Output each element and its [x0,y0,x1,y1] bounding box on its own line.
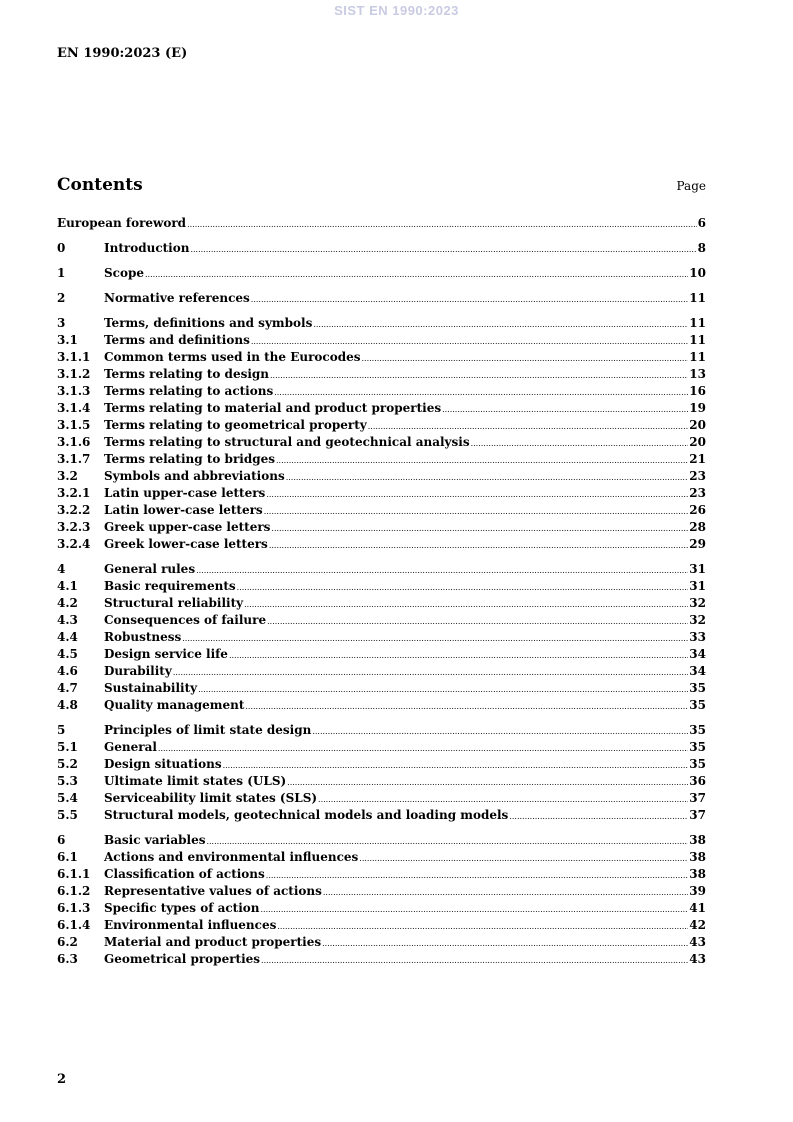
toc-entry-title: Terms relating to design [104,367,270,381]
toc-leader-dots [312,722,688,740]
toc-leader-dots [229,646,688,664]
toc-entry[interactable] [57,739,706,756]
toc-entry-title: Terms relating to actions [104,384,274,398]
toc-entry-title: Serviceability limit states (SLS) [104,791,318,805]
toc-entry-page: 38 [689,867,706,881]
toc-entry-page: 28 [689,520,706,534]
toc-entry-page: 35 [689,740,706,754]
toc-group [57,722,706,824]
toc-entry-number: 5 [57,723,66,737]
toc-entry-number: 4.8 [57,698,78,712]
toc-entry[interactable] [57,240,706,257]
toc-entry-title: Geometrical properties [104,952,261,966]
toc-leader-dots [269,536,688,554]
toc-entry-number: 6.1.2 [57,884,91,898]
toc-entry-number: 4 [57,562,66,576]
document-id: EN 1990:2023 (E) [57,46,188,61]
toc-entry-number: 6.1 [57,850,78,864]
toc-entry-number: 3.1.2 [57,367,91,381]
toc-entry-page: 21 [689,452,706,466]
toc-leader-dots [261,900,689,918]
toc-leader-dots [266,485,688,503]
toc-entry[interactable] [57,612,706,629]
toc-leader-dots [261,951,688,969]
toc-entry-number: 3.2.3 [57,520,91,534]
toc-entry-title: Material and product properties [104,935,322,949]
toc-entry-title: Terms relating to geometrical property [104,418,367,432]
toc-leader-dots [182,629,688,647]
toc-entry[interactable] [57,663,706,680]
toc-entry-page: 35 [689,698,706,712]
toc-entry-title: Basic requirements [104,579,236,593]
toc-entry[interactable] [57,502,706,519]
toc-leader-dots [173,663,688,681]
toc-entry-title: Design service life [104,647,228,661]
toc-entry-title: Consequences of failure [104,613,267,627]
toc-entry-number: 3.1.1 [57,350,91,364]
toc-entry-page: 37 [689,791,706,805]
toc-leader-dots [270,366,688,384]
contents-header [57,175,706,195]
toc-entry-page: 35 [689,757,706,771]
toc-leader-dots [271,519,688,537]
toc-entry-number: 4.2 [57,596,78,610]
toc-leader-dots [158,739,688,757]
toc-entry-page: 36 [689,774,706,788]
toc-entry-title: European foreword [57,216,187,230]
toc-entry-number: 4.4 [57,630,78,644]
toc-entry[interactable] [57,265,706,282]
toc-entry-number: 3 [57,316,66,330]
toc-leader-dots [187,215,697,233]
toc-leader-dots [442,400,688,418]
toc-entry-number: 3.1.7 [57,452,91,466]
toc-leader-dots [196,561,688,579]
toc-entry-title: Sustainability [104,681,198,695]
contents-title: Contents [57,175,143,195]
toc-entry-number: 3.2.4 [57,537,91,551]
toc-entry[interactable] [57,578,706,595]
toc-entry[interactable] [57,629,706,646]
toc-entry-title: Greek upper-case letters [104,520,271,534]
toc-leader-dots [318,790,688,808]
toc-group [57,265,706,282]
toc-entry-page: 38 [689,833,706,847]
toc-entry[interactable] [57,790,706,807]
toc-group [57,832,706,968]
toc-entry-page: 20 [689,435,706,449]
toc-entry-page: 20 [689,418,706,432]
toc-leader-dots [313,315,688,333]
toc-entry-number: 0 [57,241,66,255]
toc-entry[interactable] [57,366,706,383]
toc-entry-page: 10 [689,266,706,280]
toc-entry[interactable] [57,561,706,578]
toc-entry-number: 5.3 [57,774,78,788]
toc-entry-page: 43 [689,935,706,949]
toc-leader-dots [190,240,696,258]
toc-entry-title: Basic variables [104,833,206,847]
toc-entry-title: General rules [104,562,196,576]
toc-entry-title: Design situations [104,757,222,771]
toc-entry[interactable] [57,315,706,332]
toc-entry-page: 41 [689,901,706,915]
toc-entry-title: Specific types of action [104,901,260,915]
toc-entry[interactable] [57,866,706,883]
toc-entry-page: 11 [689,350,706,364]
toc-entry-title: Common terms used in the Eurocodes [104,350,361,364]
toc-entry-number: 1 [57,266,66,280]
toc-entry-page: 31 [689,562,706,576]
toc-entry-title: Latin upper-case letters [104,486,266,500]
toc-entry[interactable] [57,485,706,502]
toc-entry-page: 34 [689,664,706,678]
toc-entry-page: 6 [697,216,706,230]
toc-entry-page: 38 [689,850,706,864]
table-of-contents [57,215,706,976]
toc-entry-number: 3.1 [57,333,78,347]
toc-entry[interactable] [57,519,706,536]
toc-entry-title: General [104,740,157,754]
toc-entry-number: 3.1.6 [57,435,91,449]
toc-entry[interactable] [57,646,706,663]
toc-leader-dots [244,595,688,613]
toc-entry-number: 5.4 [57,791,78,805]
toc-entry-page: 42 [689,918,706,932]
toc-entry-title: Environmental influences [104,918,277,932]
toc-entry-title: Terms relating to structural and geotechnical analysis [104,435,470,449]
toc-entry-page: 23 [689,469,706,483]
toc-entry[interactable] [57,451,706,468]
toc-leader-dots [277,917,688,935]
toc-entry-title: Introduction [104,241,190,255]
toc-entry-page: 8 [697,241,706,255]
toc-entry[interactable] [57,849,706,866]
toc-entry-number: 5.2 [57,757,78,771]
toc-entry-title: Terms relating to bridges [104,452,275,466]
toc-entry-title: Actions and environmental influences [104,850,359,864]
toc-entry-number: 6.1.1 [57,867,91,881]
toc-entry[interactable] [57,417,706,434]
toc-leader-dots [471,434,689,452]
toc-entry-number: 3.1.4 [57,401,91,415]
toc-entry[interactable] [57,536,706,553]
toc-entry[interactable] [57,883,706,900]
toc-entry-title: Latin lower-case letters [104,503,263,517]
toc-entry[interactable] [57,349,706,366]
toc-entry[interactable] [57,722,706,739]
toc-leader-dots [206,832,688,850]
toc-entry-title: Scope [104,266,145,280]
toc-entry[interactable] [57,383,706,400]
toc-entry[interactable] [57,697,706,714]
page-column-label: Page [676,179,706,193]
toc-leader-dots [368,417,689,435]
toc-leader-dots [274,383,688,401]
toc-entry[interactable] [57,934,706,951]
toc-entry-title: Terms relating to material and product properties [104,401,442,415]
toc-entry-page: 35 [689,723,706,737]
toc-entry-page: 16 [689,384,706,398]
toc-leader-dots [362,349,689,367]
toc-entry-page: 32 [689,613,706,627]
toc-entry-number: 3.2 [57,469,78,483]
toc-leader-dots [237,578,689,596]
toc-entry-number: 2 [57,291,66,305]
toc-entry-number: 3.2.1 [57,486,91,500]
toc-group [57,240,706,257]
toc-entry-number: 6 [57,833,66,847]
toc-entry-page: 26 [689,503,706,517]
toc-entry-number: 4.5 [57,647,78,661]
toc-entry[interactable] [57,900,706,917]
toc-entry-page: 11 [689,316,706,330]
toc-group [57,315,706,553]
toc-entry-number: 5.1 [57,740,78,754]
toc-entry[interactable] [57,400,706,417]
toc-entry-page: 34 [689,647,706,661]
toc-leader-dots [251,332,688,350]
toc-entry-title: Classification of actions [104,867,265,881]
page-number: 2 [57,1072,67,1087]
toc-entry-page: 19 [689,401,706,415]
toc-group [57,561,706,714]
toc-entry-page: 11 [689,333,706,347]
toc-entry[interactable] [57,773,706,790]
toc-entry-title: Robustness [104,630,182,644]
toc-entry-page: 43 [689,952,706,966]
toc-entry[interactable] [57,595,706,612]
toc-entry-number: 6.1.3 [57,901,91,915]
toc-entry-number: 4.3 [57,613,78,627]
toc-entry[interactable] [57,680,706,697]
toc-group [57,290,706,307]
toc-entry-title: Quality management [104,698,245,712]
toc-leader-dots [264,502,689,520]
toc-entry-number: 3.1.3 [57,384,91,398]
toc-entry-number: 3.1.5 [57,418,91,432]
toc-group [57,215,706,232]
toc-entry-page: 29 [689,537,706,551]
toc-entry[interactable] [57,756,706,773]
toc-entry-title: Terms and definitions [104,333,250,347]
toc-entry-page: 39 [689,884,706,898]
toc-entry-number: 3.2.2 [57,503,91,517]
toc-entry-title: Greek lower-case letters [104,537,268,551]
toc-entry-title: Terms, definitions and symbols [104,316,313,330]
toc-leader-dots [323,883,688,901]
toc-entry[interactable] [57,434,706,451]
toc-leader-dots [286,468,689,486]
toc-entry-page: 31 [689,579,706,593]
toc-entry-title: Representative values of actions [104,884,322,898]
toc-leader-dots [509,807,688,825]
toc-entry-title: Normative references [104,291,250,305]
toc-entry-title: Symbols and abbreviations [104,469,285,483]
toc-entry-number: 6.1.4 [57,918,91,932]
toc-entry-title: Ultimate limit states (ULS) [104,774,287,788]
toc-entry[interactable] [57,917,706,934]
toc-entry-title: Structural models, geotechnical models and loading models [104,808,509,822]
toc-leader-dots [267,612,688,630]
watermark: SIST EN 1990:2023 [334,3,459,18]
toc-entry-page: 33 [689,630,706,644]
toc-leader-dots [245,697,688,715]
toc-entry-title: Principles of limit state design [104,723,312,737]
toc-entry[interactable] [57,807,706,824]
toc-entry-page: 13 [689,367,706,381]
toc-leader-dots [266,866,689,884]
toc-leader-dots [287,773,688,791]
toc-leader-dots [251,290,689,308]
toc-entry-number: 4.7 [57,681,78,695]
toc-entry-number: 5.5 [57,808,78,822]
toc-leader-dots [145,265,688,283]
toc-leader-dots [223,756,689,774]
toc-leader-dots [359,849,688,867]
toc-entry[interactable] [57,951,706,968]
toc-entry[interactable] [57,468,706,485]
toc-entry-page: 35 [689,681,706,695]
toc-entry-number: 4.6 [57,664,78,678]
toc-entry-page: 32 [689,596,706,610]
toc-entry-number: 6.2 [57,935,78,949]
toc-leader-dots [198,680,688,698]
toc-entry[interactable] [57,290,706,307]
toc-entry[interactable] [57,832,706,849]
toc-entry-title: Durability [104,664,172,678]
toc-entry-number: 4.1 [57,579,78,593]
toc-entry-page: 37 [689,808,706,822]
toc-entry-number: 6.3 [57,952,78,966]
toc-leader-dots [276,451,688,469]
toc-entry-page: 11 [689,291,706,305]
toc-entry[interactable] [57,332,706,349]
toc-entry[interactable] [57,215,706,232]
toc-entry-page: 23 [689,486,706,500]
toc-leader-dots [322,934,688,952]
toc-entry-title: Structural reliability [104,596,244,610]
